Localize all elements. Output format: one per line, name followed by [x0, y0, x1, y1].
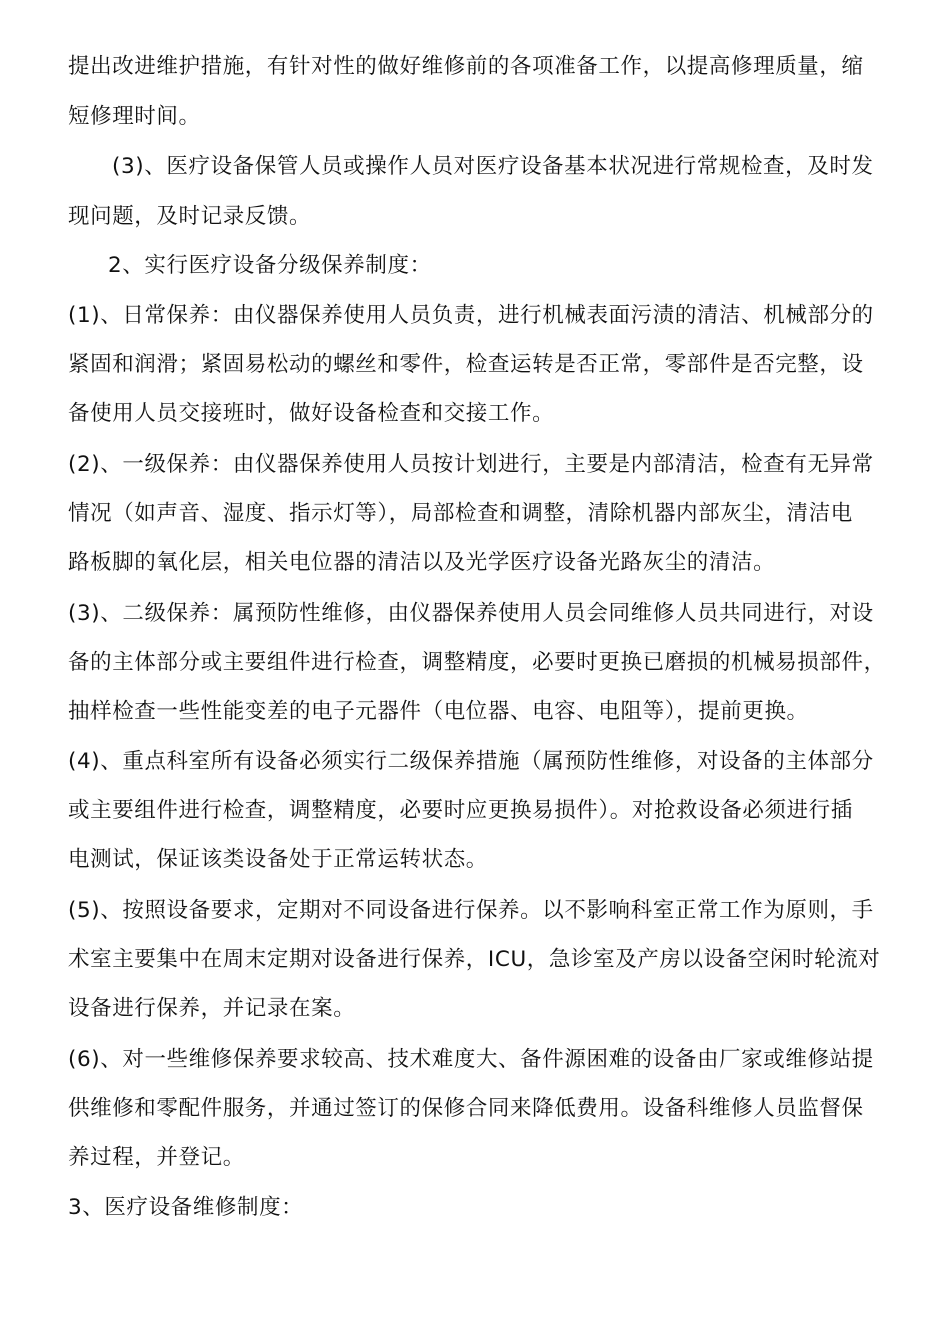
- text-line: (6)、对一些维修保养要求较高、技术难度大、备件源困难的设备由厂家或维修站提: [68, 1047, 874, 1072]
- text-line: (5)、按照设备要求，定期对不同设备进行保养。以不影响科室正常工作为原则，手: [68, 898, 874, 923]
- section-heading: 3、医疗设备维修制度：: [68, 1195, 304, 1220]
- text-line: (2)、一级保养：由仪器保养使用人员按计划进行，主要是内部清洁，检查有无异常: [68, 452, 874, 477]
- text-line: 抽样检查一些性能变差的电子元器件（电位器、电容、电阻等），提前更换。: [68, 699, 809, 724]
- text-line: (3)、医疗设备保管人员或操作人员对医疗设备基本状况进行常规检查，及时发: [112, 154, 874, 179]
- text-line: 养过程，并登记。: [68, 1145, 245, 1170]
- text-line: (1)、日常保养：由仪器保养使用人员负责，进行机械表面污渍的清洁、机械部分的: [68, 303, 874, 328]
- text-line: 术室主要集中在周末定期对设备进行保养，ICU，急诊室及产房以设备空闲时轮流对: [68, 947, 881, 972]
- text-line: 路板脚的氧化层，相关电位器的清洁以及光学医疗设备光路灰尘的清洁。: [68, 550, 776, 575]
- section-heading: 2、实行医疗设备分级保养制度：: [108, 253, 432, 278]
- text-line: 或主要组件进行检查，调整精度，必要时应更换易损件）。对抢救设备必须进行插: [68, 798, 853, 823]
- text-line: 供维修和零配件服务，并通过签订的保修合同来降低费用。设备科维修人员监督保: [68, 1096, 864, 1121]
- text-line: 设备进行保养，并记录在案。: [68, 996, 356, 1021]
- text-line: 备的主体部分或主要组件进行检查，调整精度，必要时更换已磨损的机械易损部件，: [68, 650, 886, 675]
- text-line: 提出改进维护措施，有针对性的做好维修前的各项准备工作，以提高修理质量，缩: [68, 54, 864, 79]
- text-line: 短修理时间。: [68, 104, 201, 129]
- text-line: 电测试，保证该类设备处于正常运转状态。: [68, 847, 488, 872]
- text-line: 备使用人员交接班时，做好设备检查和交接工作。: [68, 401, 555, 426]
- text-line: 紧固和润滑；紧固易松动的螺丝和零件，检查运转是否正常，零部件是否完整，设: [68, 352, 864, 377]
- text-line: 情况（如声音、湿度、指示灯等），局部检查和调整，清除机器内部灰尘，清洁电: [68, 501, 853, 526]
- text-line: 现问题，及时记录反馈。: [68, 204, 312, 229]
- text-line: (4)、重点科室所有设备必须实行二级保养措施（属预防性维修，对设备的主体部分: [68, 749, 874, 774]
- text-line: (3)、二级保养：属预防性维修，由仪器保养使用人员会同维修人员共同进行，对设: [68, 601, 874, 626]
